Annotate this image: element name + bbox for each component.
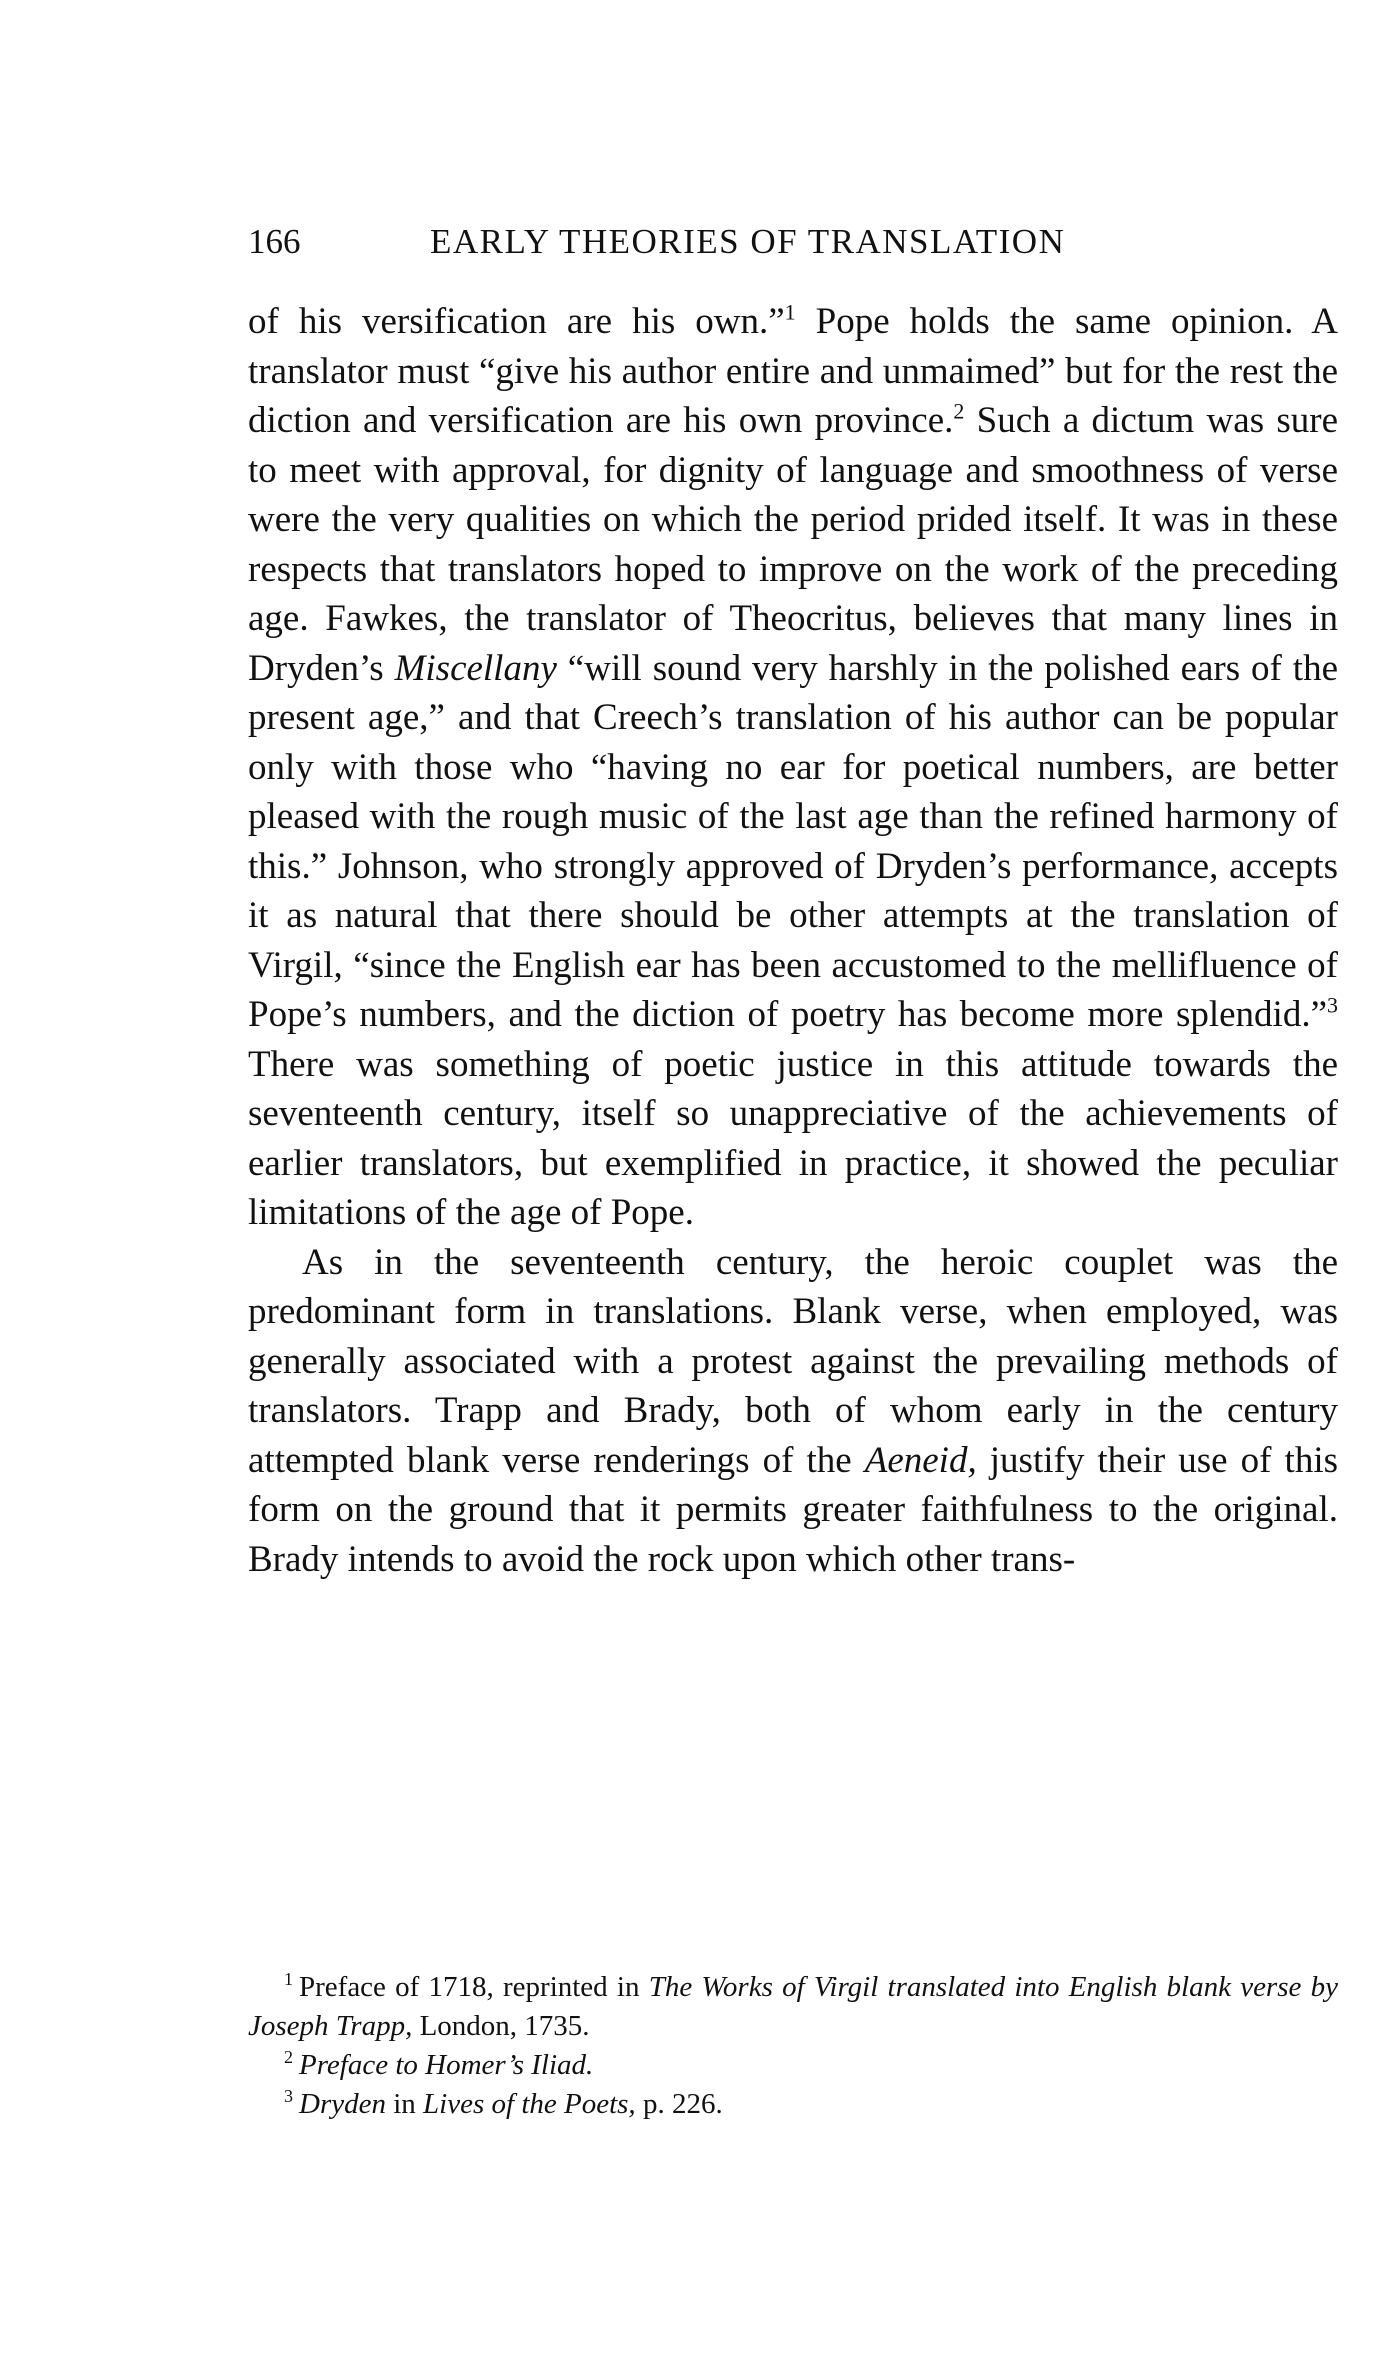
footnote-italic: Lives of the Poets, (423, 2088, 636, 2120)
text-segment: There was something of poetic justice in this attitude towards the seventeenth century, itself so unappreciative of the achievements of earlier translators, but exemplified in practice, it showed the peculiar limitations of the age of Pope. (248, 1043, 1338, 1233)
text-segment: As in the seventeenth century, the heroic couplet was the predominant form in translations. Blank verse, when employed, was generally associated with a protest against the prevailing methods of translators. Trapp and Brady, both of whom early in the century attempted blank verse renderings of the (248, 1241, 1338, 1481)
footnote-mark: 1 (284, 1969, 293, 1990)
footnote-ref-1: 1 (784, 299, 796, 325)
italic-title-miscellany: Miscellany (394, 647, 557, 689)
text-segment: Pope holds the same opinion. A translator must “give his author entire and unmaimed” but for the rest the diction and versification are his own province. (248, 301, 1338, 441)
running-head: EARLY THEORIES OF TRANSLATION (430, 222, 1066, 261)
paragraph-1 (248, 297, 1338, 1238)
footnote-text: p. 226. (635, 2088, 723, 2120)
text-segment: of his versification are his own.” (248, 301, 785, 342)
footnote-text: Preface of 1718, reprinted in (299, 1971, 649, 2003)
footnote-ref-2: 2 (953, 398, 965, 424)
footnote-italic: Dryden (299, 2088, 386, 2120)
footnote-mark: 2 (284, 2047, 293, 2068)
text-segment: justify their use of this form on the ground that it permits greater faithfulness to the original. Brady intends to avoid the rock upon which other trans- (248, 1439, 1339, 1580)
footnote-text: in (385, 2088, 424, 2120)
footnote-mark: 3 (284, 2086, 293, 2107)
text-segment: Such a dictum was sure to meet with approval, for dignity of language and smoothness of verse were the very qualities on which the period prided itself. It was in these respects that translators hoped to improve on the work of the preceding age. Fawkes, the translator of Theocritus, believes that many lines in Dryden’s (248, 400, 1338, 689)
footnote-ref-3: 3 (1327, 992, 1338, 1018)
text-segment: “will sound very harshly in the polished ears of the present age,” and that Creech’s translation of his author can be popular only with those who “having no ear for poetical numbers, are better pleased with the rough music of the last age than the refined harmony of this.” Johnson, who strongly approved of Dryden’s performance, accepts it as natural that there should be other attempts at the translation of Virgil, “since the English ear has been accustomed to the mellifluence of Pope’s numbers, and the diction of poetry has become more splendid.” (248, 647, 1338, 1035)
footnote-2 (248, 2046, 1338, 2085)
footnote-text: London, 1735. (412, 2010, 590, 2042)
footnotes (248, 1968, 1338, 2124)
page-header (248, 222, 1338, 272)
paragraph-2 (248, 1238, 1338, 1585)
footnote-1 (248, 1968, 1338, 2046)
footnote-italic: The Works of Virgil translated into English blank verse by Joseph Trapp, (248, 1971, 1338, 2042)
italic-title-aeneid: Aeneid, (864, 1439, 977, 1481)
footnote-italic: Preface to Homer’s Iliad. (299, 2049, 594, 2081)
main-text (248, 297, 1338, 1584)
page-number: 166 (248, 222, 301, 261)
footnote-3 (248, 2085, 1338, 2124)
